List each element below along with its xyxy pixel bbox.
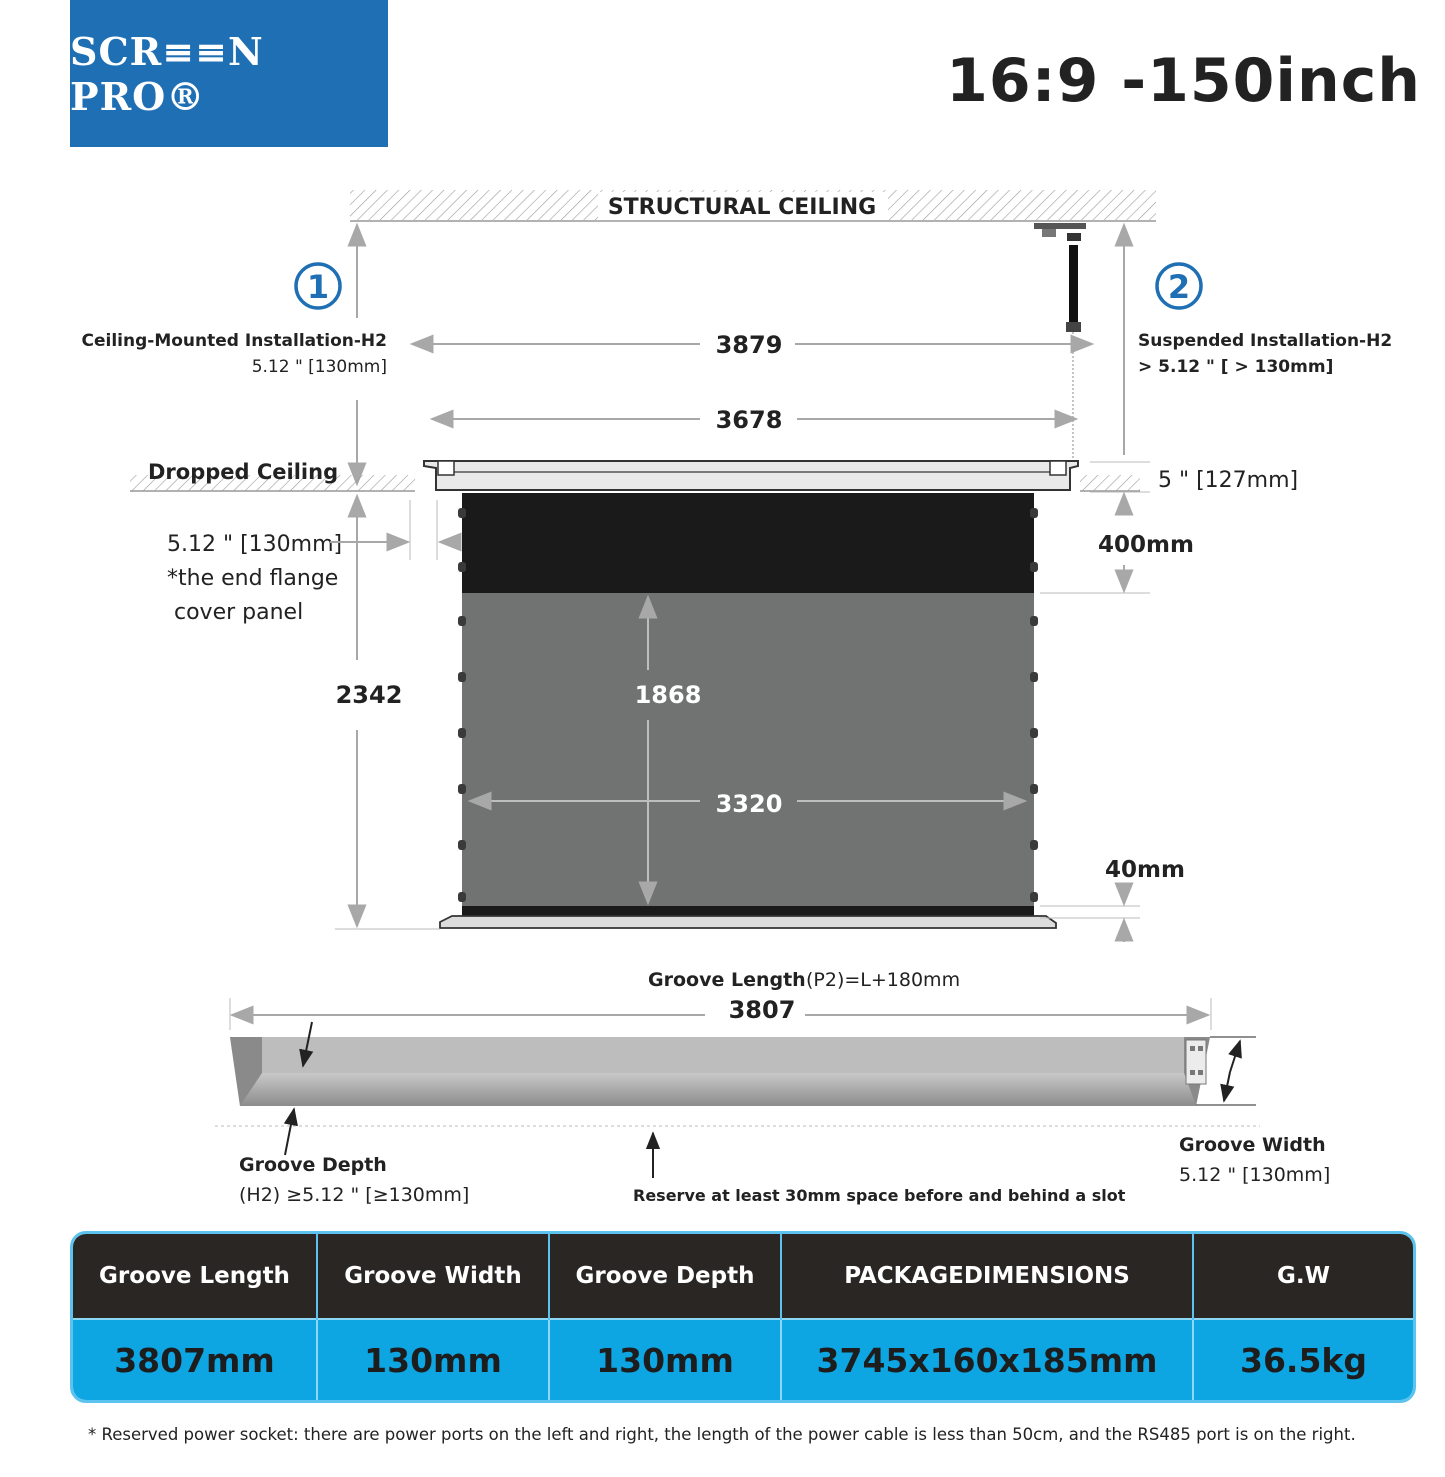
- groove-depth-value: (H2) ≥5.12 " [≥130mm]: [239, 1184, 470, 1206]
- spec-value-gross-weight: 36.5kg: [1193, 1319, 1413, 1400]
- dim-3879-label: 3879: [715, 331, 783, 359]
- screen-housing: [424, 461, 1078, 490]
- spec-value-package-dimensions: 3745x160x185mm: [781, 1319, 1193, 1400]
- dim-5in-label: 5 " [127mm]: [1158, 468, 1299, 493]
- marker-2: [1157, 264, 1201, 308]
- groove-width-arrow-up: [1230, 1041, 1240, 1072]
- spec-value-groove-length: 3807mm: [73, 1319, 317, 1400]
- spec-header-groove-depth: Groove Depth: [549, 1234, 781, 1319]
- groove-width-title: Groove Width: [1179, 1134, 1326, 1156]
- dim-3807-label: 3807: [728, 996, 796, 1024]
- spec-header-groove-length: Groove Length: [73, 1234, 317, 1319]
- groove-width-value: 5.12 " [130mm]: [1179, 1164, 1331, 1186]
- spec-value-row: [73, 1319, 1413, 1400]
- groove-length-formula: (P2)=L+180mm: [806, 969, 961, 991]
- suspended-value: > 5.12 " [ > 130mm]: [1138, 357, 1334, 377]
- spec-header-gross-weight: G.W: [1193, 1234, 1413, 1319]
- ceiling-mounted-value: 5.12 " [130mm]: [251, 357, 387, 377]
- spec-header-groove-width: Groove Width: [317, 1234, 549, 1319]
- brand-logo-text: SCR≡≡N PRO®: [70, 28, 264, 119]
- marker-1: [296, 264, 340, 308]
- spec-header-row: [73, 1234, 1413, 1319]
- dim-1868-label: 1868: [634, 681, 702, 709]
- dropped-ceiling-label: Dropped Ceiling: [148, 460, 339, 484]
- projection-screen: [440, 493, 1056, 928]
- ceiling-mounted-title: Ceiling-Mounted Installation-H2: [81, 331, 387, 351]
- spec-value-groove-depth: 130mm: [549, 1319, 781, 1400]
- spec-value-groove-width: 130mm: [317, 1319, 549, 1400]
- page-title: 16:9 -150inch: [946, 46, 1421, 116]
- marker-2-text: 2: [1167, 268, 1191, 306]
- groove-length-label: Groove Length: [648, 969, 806, 991]
- dim-2342-label: 2342: [335, 681, 403, 709]
- footnote: * Reserved power socket: there are power ports on the left and right, the length of the power cable is less than 50cm, and the RS485 port is on the right.: [88, 1425, 1356, 1444]
- reserve-note: Reserve at least 30mm space before and behind a slot: [633, 1186, 1126, 1205]
- suspension-bracket: [1034, 223, 1086, 462]
- spec-header-package-dimensions: PACKAGEDIMENSIONS: [781, 1234, 1193, 1319]
- dim-3320-label: 3320: [715, 790, 783, 818]
- structural-ceiling-label: STRUCTURAL CEILING: [607, 195, 877, 220]
- suspended-title: Suspended Installation-H2: [1138, 331, 1393, 351]
- flange-line-2: *the end flange: [167, 566, 339, 591]
- dim-3678-label: 3678: [715, 406, 783, 434]
- flange-line-3: cover panel: [174, 600, 304, 625]
- flange-line-1: 5.12 " [130mm]: [167, 532, 343, 557]
- dim-40-label: 40mm: [1105, 857, 1185, 883]
- structural-ceiling: [350, 190, 1156, 221]
- groove-depth-title: Groove Depth: [239, 1154, 387, 1176]
- groove-width-arrow-down: [1224, 1072, 1230, 1101]
- dim-400-label: 400mm: [1098, 532, 1194, 558]
- spec-table: [70, 1231, 1416, 1403]
- marker-1-text: 1: [306, 268, 330, 306]
- groove-depth-arrow-bottom: [285, 1109, 294, 1155]
- groove-channel: [230, 1037, 1210, 1106]
